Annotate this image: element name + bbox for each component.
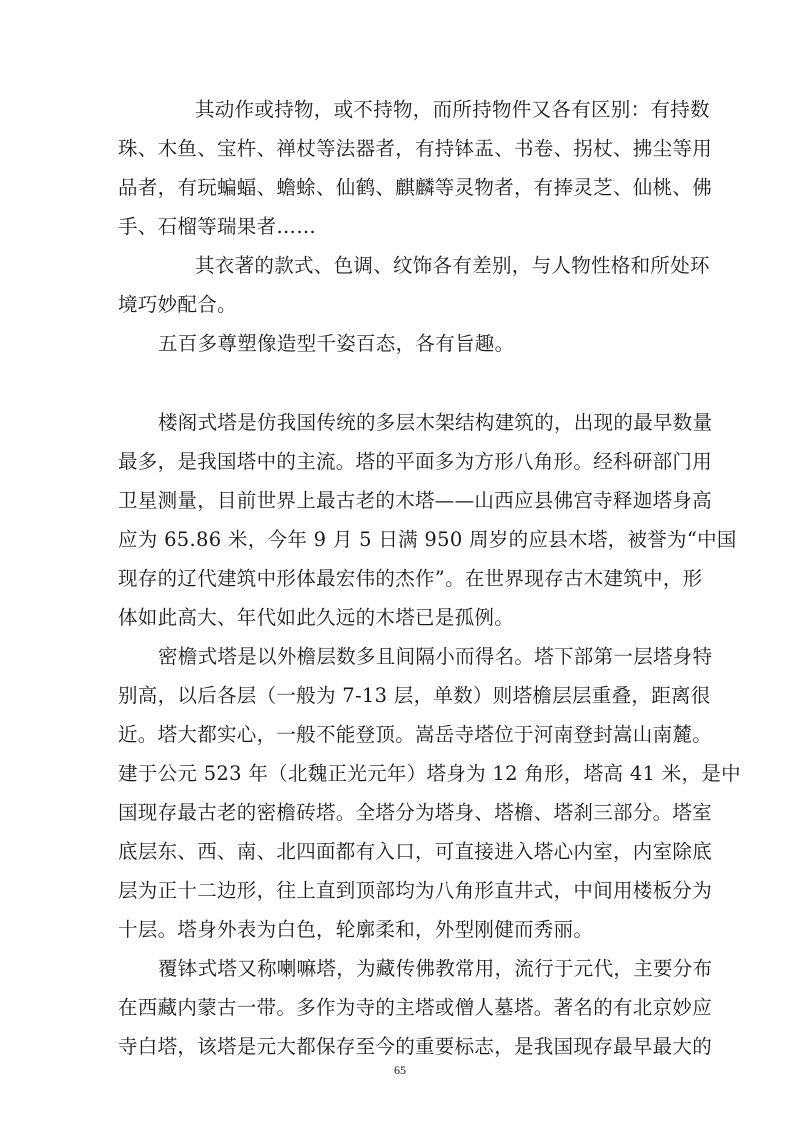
text-line: 现存的辽代建筑中形体最宏伟的杰作”。在世界现存古木建筑中，形 [118,567,703,590]
text-line: 其衣著的款式、色调、纹饰各有差别，与人物性格和所处环 [195,254,710,277]
text-line: 其动作或持物，或不持物，而所持物件又各有区别：有持数 [195,98,710,121]
text-line: 应为 65.86 米，今年 9 月 5 日满 950 周岁的应县木塔，被誉为“中国 [118,528,737,551]
text-line: 在西藏内蒙古一带。多作为寺的主塔或僧人墓塔。著名的有北京妙应 [118,996,713,1019]
text-line: 别高，以后各层（一般为 7-13 层，单数）则塔檐层层重叠，距离很 [118,684,711,707]
text-line: 国现存最古老的密檐砖塔。全塔分为塔身、塔檐、塔刹三部分。塔室 [118,801,713,824]
text-line: 密檐式塔是以外檐层数多且间隔小而得名。塔下部第一层塔身特 [158,645,713,668]
text-line: 覆钵式塔又称喇嘛塔，为藏传佛教常用，流行于元代，主要分布 [158,957,713,980]
text-line: 建于公元 523 年（北魏正光元年）塔身为 12 角形，塔高 41 米，是中 [118,762,741,785]
text-line: 境巧妙配合。 [118,293,237,316]
text-line: 十层。塔身外表为白色，轮廓柔和，外型刚健而秀丽。 [118,918,594,941]
text-line: 体如此高大、年代如此久远的木塔已是孤例。 [118,606,515,629]
text-line: 五百多尊塑像造型千姿百态，各有旨趣。 [158,332,515,355]
text-line: 卫星测量，目前世界上最古老的木塔——山西应县佛宫寺释迦塔身高 [118,489,713,512]
text-line: 层为正十二边形，往上直到顶部均为八角形直井式，中间用楼板分为 [118,879,713,902]
page-number: 65 [394,1063,406,1077]
text-line: 楼阁式塔是仿我国传统的多层木架结构建筑的，出现的最早数量 [158,411,713,434]
text-line: 寺白塔，该塔是元大都保存至今的重要标志，是我国现存最早最大的 [118,1035,713,1058]
text-line: 珠、木鱼、宝杵、禅杖等法器者，有持钵盂、书卷、拐杖、拂尘等用 [118,137,713,160]
text-line: 底层东、西、南、北四面都有入口，可直接进入塔心内室，内室除底 [118,840,713,863]
text-line: 近。塔大都实心，一般不能登顶。嵩岳寺塔位于河南登封嵩山南麓。 [118,723,713,746]
text-line: 最多，是我国塔中的主流。塔的平面多为方形八角形。经科研部门用 [118,450,713,473]
text-line: 手、石榴等瑞果者…… [118,215,316,238]
text-line: 品者，有玩蝙蝠、蟾蜍、仙鹤、麒麟等灵物者，有捧灵芝、仙桃、佛 [118,176,713,199]
